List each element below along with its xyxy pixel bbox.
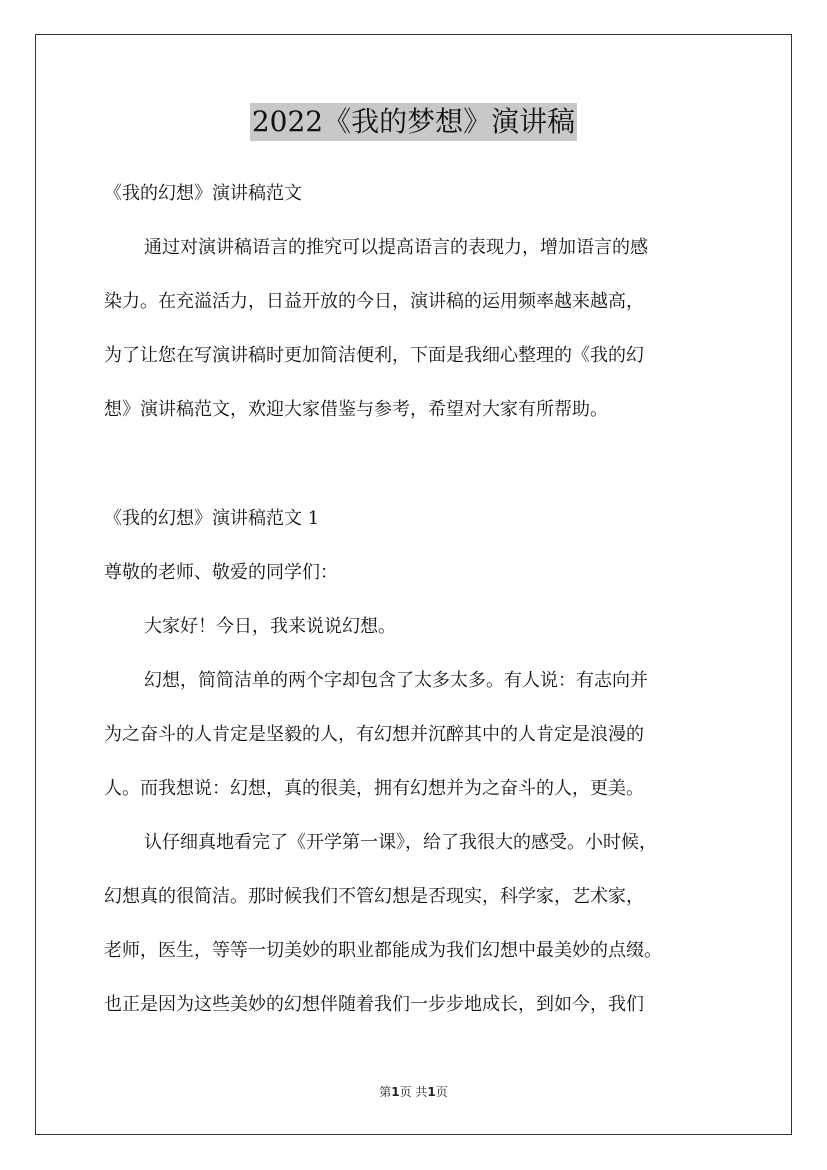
paragraph-line: 为之奋斗的人肯定是坚毅的人，有幻想并沉醉其中的人肯定是浪漫的 [104,724,644,745]
footer-total-pages: 1 [427,1085,436,1099]
footer-page-label: 第 [379,1085,392,1099]
paragraph-line: 为了让您在写演讲稿时更加简洁便利，下面是我细心整理的《我的幻 [104,345,644,366]
paragraph-line: 染力。在充溢活力，日益开放的今日，演讲稿的运用频率越来越高， [104,291,644,312]
paragraph-line: 人。而我想说：幻想，真的很美，拥有幻想并为之奋斗的人，更美。 [104,778,644,799]
paragraph-line: 老师，医生，等等一切美妙的职业都能成为我们幻想中最美妙的点缀。 [104,940,662,961]
section-heading: 《我的幻想》演讲稿范文 [104,183,302,204]
footer-page-mid: 页 共 [399,1085,428,1099]
footer-page-end: 页 [435,1085,448,1099]
paragraph-line: 认仔细真地看完了《开学第一课》，给了我很大的感受。小时候， [144,832,657,853]
salutation: 尊敬的老师、敬爱的同学们： [104,562,338,583]
section-heading: 《我的幻想》演讲稿范文 1 [104,508,320,529]
paragraph-line: 幻想真的很简洁。那时候我们不管幻想是否现实，科学家，艺术家， [104,886,644,907]
paragraph-line: 想》演讲稿范文，欢迎大家借鉴与参考，希望对大家有所帮助。 [104,399,608,420]
title-container [0,103,827,141]
paragraph-line: 幻想，简简洁单的两个字却包含了太多太多。有人说：有志向并 [144,670,648,691]
paragraph-line: 通过对演讲稿语言的推究可以提高语言的表现力，增加语言的感 [144,237,648,258]
paragraph-line: 也正是因为这些美妙的幻想伴随着我们一步步地成长，到如今，我们 [104,994,644,1015]
footer-page-number: 1 [391,1085,400,1099]
document-title: 2022《我的梦想》演讲稿 [250,103,577,141]
paragraph-line: 大家好！今日，我来说说幻想。 [144,616,396,637]
page-footer [0,1083,827,1100]
